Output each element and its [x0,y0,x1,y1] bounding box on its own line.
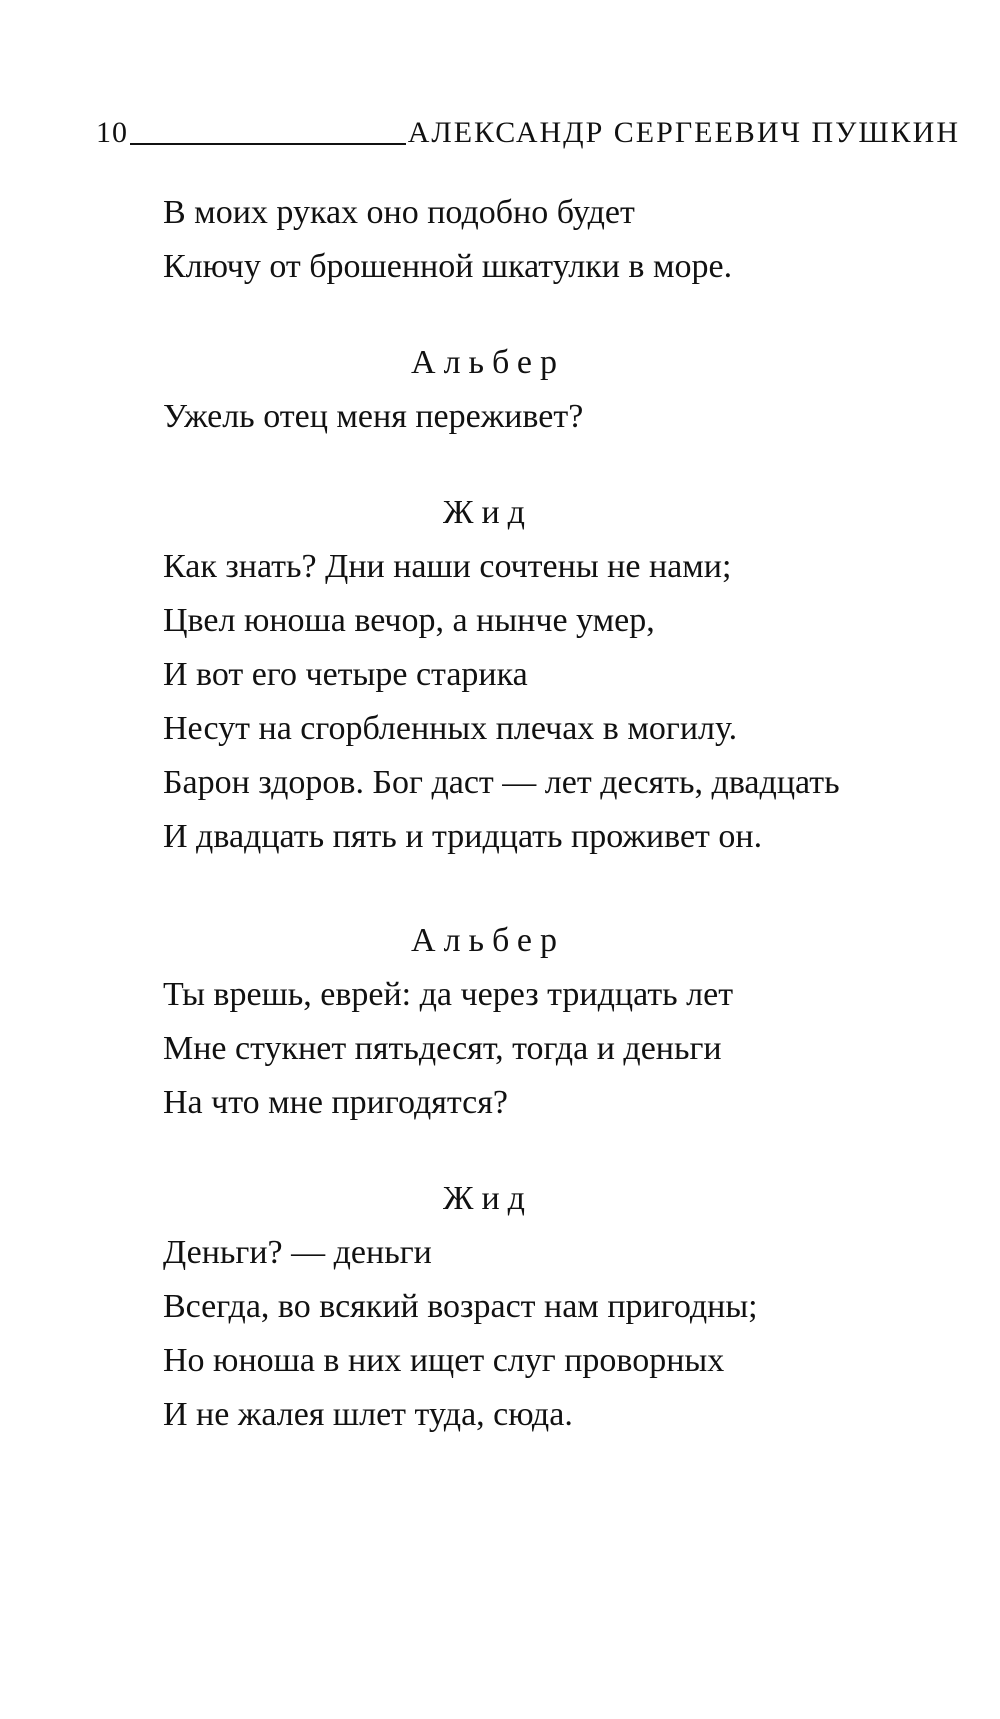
speaker-name: Альбер [411,922,565,959]
verse-line: Несут на сгорбленных плечах в могилу. [163,710,738,747]
speaker-name: Жид [443,494,533,531]
verse-line: На что мне пригодятся? [163,1084,508,1121]
verse-line: Ужель отец меня переживет? [163,398,584,435]
running-head [96,108,960,148]
running-title: АЛЕКСАНДР СЕРГЕЕВИЧ ПУШКИН [407,116,960,149]
verse-line: Ты врешь, еврей: да через тридцать лет [163,976,734,1013]
speaker-name: Альбер [411,344,565,381]
verse-line: Деньги? — деньги [163,1234,432,1271]
header-rule [130,143,406,145]
verse-line: Ключу от брошенной шкатулки в море. [163,248,733,285]
verse-line: Цвел юноша вечор, а нынче умер, [163,602,655,639]
verse-line: И не жалея шлет туда, сюда. [163,1396,573,1433]
verse-line: Как знать? Дни наши сочтены не нами; [163,548,732,585]
speaker-name: Жид [443,1180,533,1217]
page-number: 10 [96,116,128,149]
verse-line: Мне стукнет пятьдесят, тогда и деньги [163,1030,722,1067]
verse-line: Но юноша в них ищет слуг проворных [163,1342,725,1379]
verse-line: Всегда, во всякий возраст нам пригодны; [163,1288,758,1325]
verse-line: В моих руках оно подобно будет [163,194,635,231]
verse-line: И двадцать пять и тридцать проживет он. [163,818,763,855]
verse-line: И вот его четыре старика [163,656,528,693]
verse-line: Барон здоров. Бог даст — лет десять, двадцать [163,764,840,801]
